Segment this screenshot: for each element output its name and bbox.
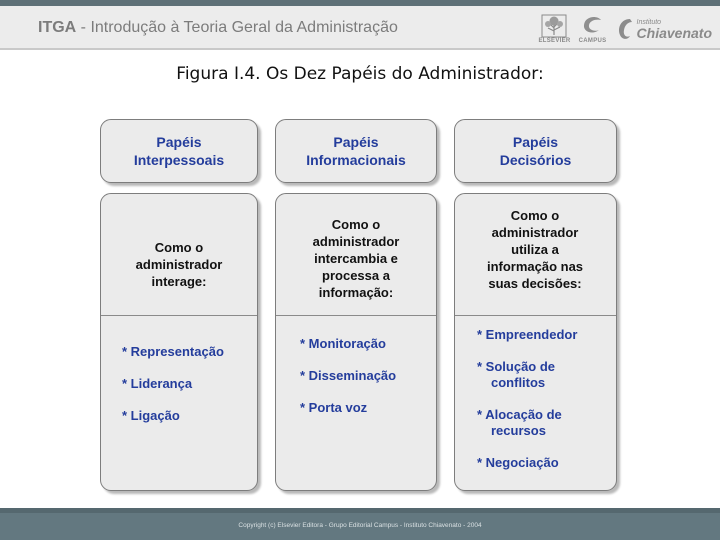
role-text: * Disseminação <box>300 368 397 383</box>
intro-line: utiliza a <box>511 242 559 257</box>
roles-diagram <box>92 93 628 495</box>
elsevier-logo <box>538 14 570 45</box>
intro-line: Como o <box>510 208 560 223</box>
role-text: * Solução de <box>477 359 556 374</box>
header-line: Papéis <box>333 134 379 150</box>
header-line: Interpessoais <box>133 152 225 168</box>
role-text: * Porta voz <box>300 400 368 415</box>
footer-accent-line <box>0 508 720 513</box>
chiavenato-label: Chiavenato <box>636 24 712 41</box>
intro-line: informação nas <box>486 259 584 274</box>
intro-line: administrador <box>312 234 400 249</box>
role-text-continued: conflitos <box>491 375 546 390</box>
body-informational <box>275 193 437 491</box>
role-item <box>477 407 562 439</box>
role-text: * Empreendedor <box>477 327 578 342</box>
campus-logo <box>579 14 607 45</box>
campus-swirl-icon <box>579 14 607 38</box>
campus-label: CAMPUS <box>578 37 607 44</box>
slide-footer <box>0 508 720 540</box>
title-bold: ITGA <box>38 19 77 36</box>
divider <box>276 315 436 316</box>
instituto-label: Instituto <box>636 18 662 26</box>
title-rest: - Introdução à Teoria Geral da Administração <box>76 19 398 36</box>
role-text: * Alocação de <box>477 407 562 422</box>
role-item <box>477 359 555 391</box>
intro-line: interage: <box>151 274 207 289</box>
role-item <box>300 336 386 352</box>
role-text-continued: recursos <box>491 423 546 438</box>
publisher-logos <box>538 12 712 46</box>
role-item <box>477 327 577 343</box>
role-item <box>477 455 559 471</box>
intro-interpersonal <box>123 239 235 290</box>
header-line: Papéis <box>156 134 202 150</box>
role-text: * Liderança <box>122 376 193 391</box>
intro-line: processa a <box>322 268 390 283</box>
role-text: * Ligação <box>122 408 180 423</box>
intro-line: administrador <box>135 257 223 272</box>
body-interpersonal <box>100 193 258 491</box>
header-line: Informacionais <box>306 152 406 168</box>
intro-line: suas decisões: <box>488 276 582 291</box>
role-item <box>122 408 180 424</box>
intro-line: intercambia e <box>314 251 398 266</box>
header-line: Papéis <box>512 134 559 150</box>
header-decisional <box>454 119 617 183</box>
chiavenato-logo <box>615 16 712 42</box>
intro-line: Como o <box>331 217 381 232</box>
slide-header <box>0 6 720 50</box>
elsevier-label: ELSEVIER <box>538 37 571 44</box>
header-informational <box>275 119 437 183</box>
role-item <box>122 376 192 392</box>
role-text: * Monitoração <box>300 336 386 351</box>
divider <box>455 315 616 316</box>
intro-decisional <box>467 207 603 292</box>
role-item <box>122 344 224 360</box>
chiavenato-swirl-icon <box>615 16 635 42</box>
elsevier-tree-icon <box>541 14 567 38</box>
copyright-text: Copyright (c) Elsevier Editora - Grupo Editorial Campus - Instituto Chiavenato - 2004 <box>238 522 482 529</box>
slide-title <box>38 19 398 37</box>
intro-line: administrador <box>491 225 579 240</box>
body-decisional <box>454 193 617 491</box>
figure-caption: Figura I.4. Os Dez Papéis do Administrador: <box>176 64 544 84</box>
role-text: * Representação <box>122 344 224 359</box>
divider <box>101 315 257 316</box>
role-item <box>300 400 367 416</box>
intro-line: Como o <box>154 240 204 255</box>
header-interpersonal <box>100 119 258 183</box>
intro-informational <box>294 216 418 301</box>
header-line: Decisórios <box>499 152 572 168</box>
role-item <box>300 368 396 384</box>
role-text: * Negociação <box>477 455 559 470</box>
intro-line: informação: <box>318 285 394 300</box>
